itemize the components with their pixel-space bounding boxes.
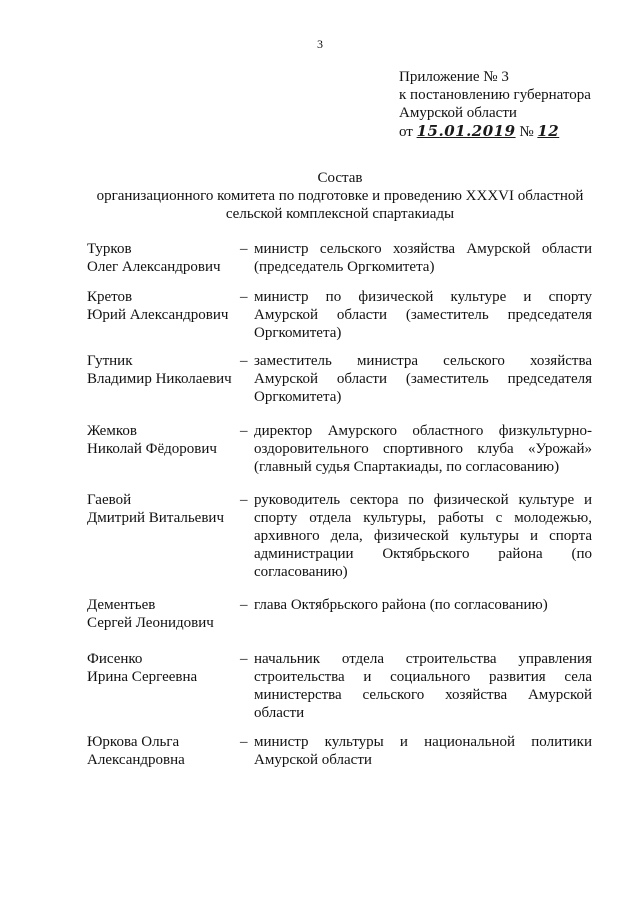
member-name (87, 240, 237, 276)
member-name (87, 352, 237, 388)
handwritten-date: 15.01.2019 (416, 122, 516, 140)
member-surname: Юркова Ольга (87, 734, 180, 750)
member-role: министр культуры и национальной политики Амурской области (254, 734, 592, 768)
dash: – (240, 241, 248, 257)
member-surname: Турков (87, 241, 132, 257)
member-given-name: Сергей Леонидович (87, 615, 214, 631)
member-name (87, 596, 237, 632)
member-role: глава Октябрьского района (по согласованию) (254, 597, 548, 613)
appendix-line-3: Амурской области (399, 105, 517, 121)
member-given-name: Владимир Николаевич (87, 371, 232, 387)
member-given-name: Ирина Сергеевна (87, 669, 198, 685)
member-given-name: Дмитрий Витальевич (87, 510, 224, 526)
dash: – (240, 651, 248, 667)
member-surname: Кретов (87, 289, 133, 305)
member-given-name: Олег Александрович (87, 259, 221, 275)
appendix-line-1: Приложение № 3 (399, 69, 509, 85)
appendix-date-line (399, 122, 591, 141)
member-role: директор Амурского областного физкультурно-оздоровительного спортивного клуба «Урожай» (главный судья Спартакиады, по согласованию) (254, 423, 592, 475)
member-name (87, 650, 237, 686)
handwritten-number: 12 (537, 122, 560, 140)
member-given-name: Николай Фёдорович (87, 441, 217, 457)
member-role: начальник отдела строительства управления строительства и социального развития села министерства сельского хозяйства Амурской области (254, 651, 592, 721)
title-line-2: организационного комитета по подготовке и проведению XXXVI областной (96, 188, 584, 204)
member-name (87, 288, 237, 324)
member-role: министр по физической культуре и спорту Амурской области (заместитель председателя Оргкомитета) (254, 289, 592, 341)
appendix-line-2: к постановлению губернатора (399, 87, 591, 103)
appendix-header (399, 68, 591, 141)
member-name (87, 733, 237, 769)
date-prefix: от (399, 124, 413, 140)
dash: – (240, 492, 248, 508)
member-surname: Гаевой (87, 492, 132, 508)
document-title (60, 169, 620, 223)
number-prefix: № (519, 124, 534, 140)
member-surname: Гутник (87, 353, 133, 369)
member-given-name: Юрий Александрович (87, 307, 229, 323)
member-given-name: Александровна (87, 752, 185, 768)
member-surname: Дементьев (87, 597, 156, 613)
member-surname: Жемков (87, 423, 137, 439)
dash: – (240, 423, 248, 439)
dash: – (240, 597, 248, 613)
title-line-3: сельской комплексной спартакиады (225, 206, 455, 222)
member-role: министр сельского хозяйства Амурской области (председатель Оргкомитета) (254, 241, 592, 275)
title-line-1: Состав (317, 170, 363, 186)
dash: – (240, 289, 248, 305)
member-name (87, 491, 237, 527)
member-surname: Фисенко (87, 651, 143, 667)
dash: – (240, 353, 248, 369)
member-role: руководитель сектора по физической культуре и спорту отдела культуры, работы с молодежью, архивного дела, физической культуры и спорта администрации Октябрьского района (по согласованию) (254, 492, 592, 580)
dash: – (240, 734, 248, 750)
member-name (87, 422, 237, 458)
member-role: заместитель министра сельского хозяйства Амурской области (заместитель председателя Оргкомитета) (254, 353, 592, 405)
page-number: 3 (317, 37, 323, 51)
